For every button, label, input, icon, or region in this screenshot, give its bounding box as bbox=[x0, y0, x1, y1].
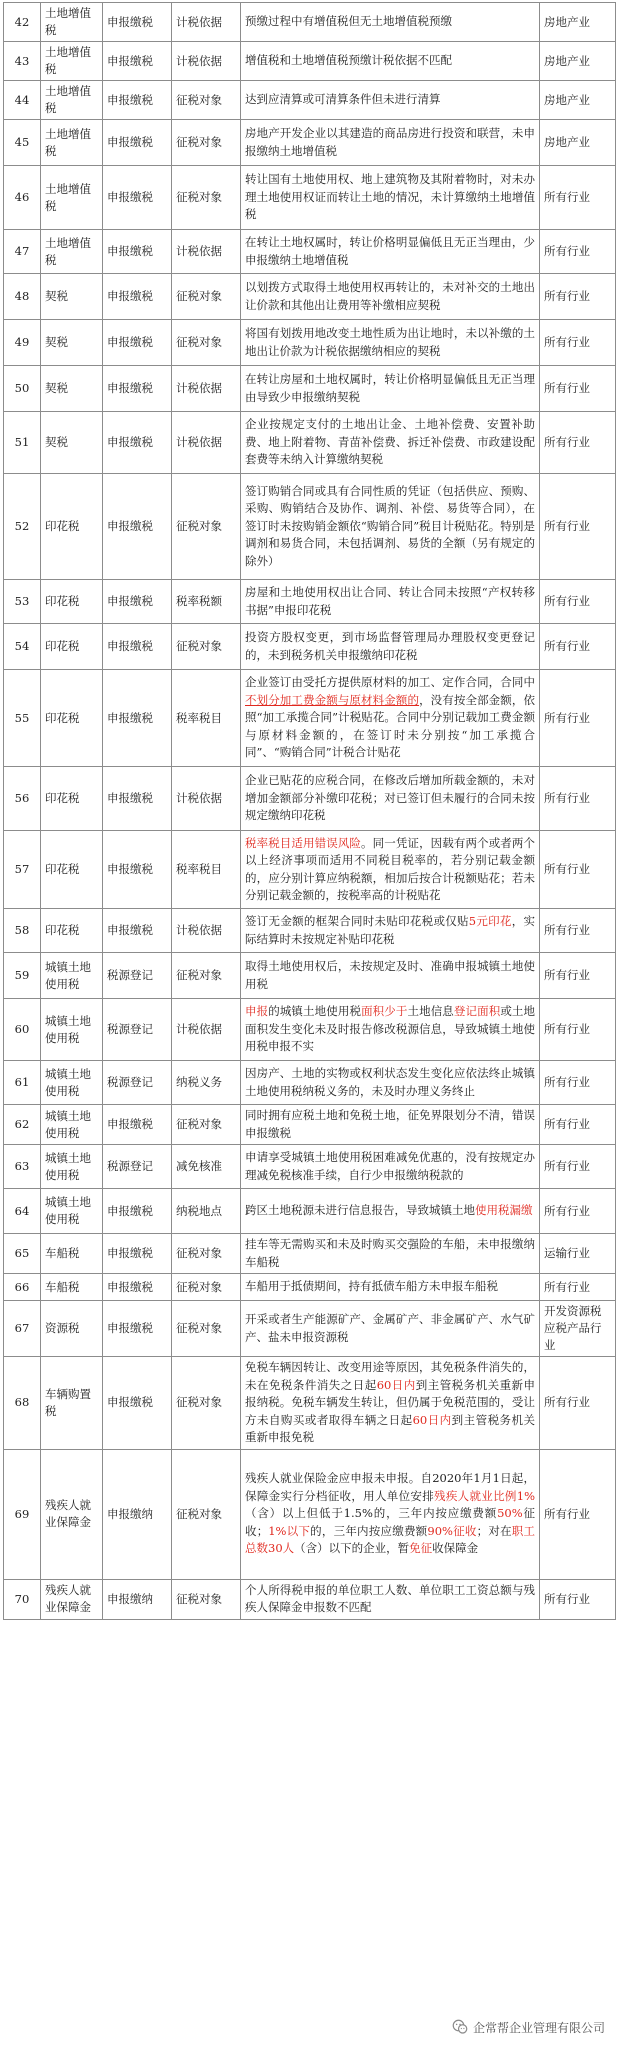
table-row bbox=[4, 1234, 616, 1274]
row-number: 59 bbox=[4, 953, 41, 999]
industry: 所有行业 bbox=[540, 320, 616, 366]
description-segment: 不划分加工费金额与原材料金额的 bbox=[245, 692, 420, 707]
row-number: 58 bbox=[4, 909, 41, 953]
risk-category: 征税对象 bbox=[172, 624, 241, 670]
description-segment: 签订无金额的框架合同时未贴印花税或仅贴 bbox=[245, 914, 469, 928]
table-row bbox=[4, 624, 616, 670]
table-row bbox=[4, 120, 616, 166]
risk-category: 征税对象 bbox=[172, 166, 241, 230]
tax-type: 土地增值税 bbox=[41, 3, 103, 42]
description-segment: 60日内 bbox=[376, 1377, 416, 1392]
table-row bbox=[4, 320, 616, 366]
row-number: 53 bbox=[4, 580, 41, 624]
description-segment: 车船用于抵债期间，持有抵债车船方未申报车船税 bbox=[245, 1279, 498, 1294]
process-stage: 申报缴纳 bbox=[103, 1579, 172, 1619]
wechat-watermark bbox=[447, 2016, 609, 2038]
tax-type: 车辆购置税 bbox=[41, 1357, 103, 1450]
row-number: 65 bbox=[4, 1234, 41, 1274]
row-number: 67 bbox=[4, 1301, 41, 1357]
description-segment: 60日内 bbox=[412, 1412, 452, 1427]
description-segment: 企业按规定支付的土地出让金、土地补偿费、安置补助费、地上附着物、青苗补偿费、拆迁补偿费、市政建设配套费等未纳入计算缴纳契税 bbox=[245, 417, 535, 467]
table-row bbox=[4, 909, 616, 953]
risk-description bbox=[241, 624, 540, 670]
row-number: 68 bbox=[4, 1357, 41, 1450]
risk-description bbox=[241, 767, 540, 831]
risk-description bbox=[241, 1301, 540, 1357]
description-segment: 开采或者生产能源矿产、金属矿产、非金属矿产、水气矿产、盐未申报资源税 bbox=[245, 1312, 535, 1344]
description-segment: 5元印花 bbox=[468, 914, 512, 928]
tax-risk-table bbox=[3, 2, 616, 1620]
description-segment: 以划拨方式取得土地使用权再转让的，未对补交的土地出让价款和其他出让费用等补缴相应契税 bbox=[245, 280, 535, 312]
table-row bbox=[4, 1301, 616, 1357]
industry: 所有行业 bbox=[540, 1145, 616, 1189]
row-number: 50 bbox=[4, 366, 41, 412]
risk-description bbox=[241, 366, 540, 412]
process-stage: 申报缴税 bbox=[103, 230, 172, 274]
tax-type: 土地增值税 bbox=[41, 230, 103, 274]
tax-type: 土地增值税 bbox=[41, 120, 103, 166]
table-row bbox=[4, 1061, 616, 1105]
description-segment: 同时拥有应税土地和免税土地，征免界限划分不清，错误申报缴税 bbox=[245, 1108, 535, 1140]
tax-type: 城镇土地使用税 bbox=[41, 1061, 103, 1105]
risk-description bbox=[241, 1061, 540, 1105]
table-row bbox=[4, 230, 616, 274]
description-segment: 在转让房屋和土地权属时，转让价格明显偏低且无正当理由导致少申报缴纳契税 bbox=[245, 372, 535, 404]
process-stage: 申报缴税 bbox=[103, 320, 172, 366]
process-stage: 申报缴税 bbox=[103, 474, 172, 580]
tax-type: 印花税 bbox=[41, 909, 103, 953]
risk-category: 税率税目 bbox=[172, 670, 241, 767]
description-segment: 企业已贴花的应税合同，在修改后增加所载金额的，未对增加金额部分补缴印花税；对已签订但未履行的合同未按规定缴纳印花税 bbox=[245, 773, 535, 823]
risk-category: 征税对象 bbox=[172, 953, 241, 999]
process-stage: 税源登记 bbox=[103, 1061, 172, 1105]
risk-description bbox=[241, 474, 540, 580]
description-segment: 职工总数30人 bbox=[245, 1523, 536, 1556]
table-row bbox=[4, 1105, 616, 1145]
industry: 所有行业 bbox=[540, 474, 616, 580]
row-number: 43 bbox=[4, 42, 41, 81]
risk-description bbox=[241, 1105, 540, 1145]
risk-category: 征税对象 bbox=[172, 1234, 241, 1274]
table-row bbox=[4, 767, 616, 831]
row-number: 52 bbox=[4, 474, 41, 580]
tax-type: 土地增值税 bbox=[41, 81, 103, 120]
tax-type: 资源税 bbox=[41, 1301, 103, 1357]
industry: 所有行业 bbox=[540, 230, 616, 274]
description-segment: （含）以上但低于1.5%的，三年内按应缴费额 bbox=[245, 1506, 498, 1521]
row-number: 55 bbox=[4, 670, 41, 767]
process-stage: 税源登记 bbox=[103, 953, 172, 999]
description-segment: 投资方股权变更，到市场监督管理局办理股权变更登记的，未到税务机关申报缴纳印花税 bbox=[245, 630, 535, 662]
risk-description bbox=[241, 909, 540, 953]
industry: 所有行业 bbox=[540, 1274, 616, 1301]
table-row bbox=[4, 1579, 616, 1619]
industry: 所有行业 bbox=[540, 909, 616, 953]
risk-description bbox=[241, 1145, 540, 1189]
tax-type: 印花税 bbox=[41, 580, 103, 624]
process-stage: 税源登记 bbox=[103, 1145, 172, 1189]
description-segment: 残疾人就业比例1% bbox=[434, 1488, 535, 1503]
table-row bbox=[4, 953, 616, 999]
tax-type: 残疾人就业保障金 bbox=[41, 1579, 103, 1619]
process-stage: 申报缴税 bbox=[103, 624, 172, 670]
row-number: 64 bbox=[4, 1189, 41, 1234]
industry: 所有行业 bbox=[540, 274, 616, 320]
risk-description bbox=[241, 120, 540, 166]
table-row bbox=[4, 831, 616, 909]
risk-category: 征税对象 bbox=[172, 474, 241, 580]
process-stage: 申报缴税 bbox=[103, 3, 172, 42]
risk-description bbox=[241, 1189, 540, 1234]
description-segment: （含）以下的企业，暂 bbox=[294, 1541, 410, 1556]
tax-type: 印花税 bbox=[41, 624, 103, 670]
industry: 所有行业 bbox=[540, 166, 616, 230]
risk-category: 计税依据 bbox=[172, 3, 241, 42]
risk-category: 计税依据 bbox=[172, 412, 241, 474]
row-number: 42 bbox=[4, 3, 41, 42]
industry: 所有行业 bbox=[540, 831, 616, 909]
industry: 所有行业 bbox=[540, 1357, 616, 1450]
process-stage: 申报缴税 bbox=[103, 767, 172, 831]
table-row bbox=[4, 412, 616, 474]
process-stage: 申报缴税 bbox=[103, 1274, 172, 1301]
description-segment: 免征 bbox=[409, 1541, 433, 1556]
process-stage: 申报缴税 bbox=[103, 412, 172, 474]
tax-type: 土地增值税 bbox=[41, 166, 103, 230]
row-number: 48 bbox=[4, 274, 41, 320]
description-segment: 在转让土地权属时，转让价格明显偏低且无正当理由，少申报缴纳土地增值税 bbox=[245, 235, 535, 267]
table-row bbox=[4, 3, 616, 42]
process-stage: 申报缴税 bbox=[103, 42, 172, 81]
risk-description bbox=[241, 412, 540, 474]
description-segment: 到主管税务机关重新申报免税 bbox=[245, 1412, 536, 1444]
row-number: 56 bbox=[4, 767, 41, 831]
description-segment: 预缴过程中有增值税但无土地增值税预缴 bbox=[245, 14, 452, 29]
tax-type: 车船税 bbox=[41, 1234, 103, 1274]
row-number: 61 bbox=[4, 1061, 41, 1105]
tax-type: 印花税 bbox=[41, 831, 103, 909]
description-segment: 1%以下 bbox=[268, 1523, 311, 1538]
industry: 所有行业 bbox=[540, 670, 616, 767]
industry: 所有行业 bbox=[540, 412, 616, 474]
risk-category: 税率税目 bbox=[172, 831, 241, 909]
description-segment: 签订购销合同或具有合同性质的凭证（包括供应、预购、采购、购销结合及协作、调剂、补偿、易货等合同），在签订时未按购销金额依“购销合同”税目计税贴花。特别是调剂和易货合同，未包括调剂、易货的全额（另有规定的除外） bbox=[245, 483, 535, 568]
risk-category: 纳税地点 bbox=[172, 1189, 241, 1234]
risk-description bbox=[241, 831, 540, 909]
industry: 房地产业 bbox=[540, 3, 616, 42]
industry: 所有行业 bbox=[540, 1061, 616, 1105]
row-number: 46 bbox=[4, 166, 41, 230]
risk-description bbox=[241, 166, 540, 230]
description-segment: 征收； bbox=[245, 1506, 536, 1538]
description-segment: 因房产、土地的实物或权利状态发生变化应依法终止城镇土地使用税纳税义务的，未及时办理义务终止 bbox=[245, 1066, 535, 1098]
row-number: 70 bbox=[4, 1579, 41, 1619]
process-stage: 申报缴税 bbox=[103, 366, 172, 412]
table-row bbox=[4, 1145, 616, 1189]
description-segment: 房屋和土地使用权出让合同、转让合同未按照“产权转移书据”申报印花税 bbox=[245, 585, 535, 617]
industry: 所有行业 bbox=[540, 1449, 616, 1579]
tax-type: 城镇土地使用税 bbox=[41, 1189, 103, 1234]
risk-category: 征税对象 bbox=[172, 1449, 241, 1579]
description-segment: 免税车辆因转让、改变用途等原因，其免税条件消失的，未在免税条件消失之日起 bbox=[245, 1360, 535, 1392]
process-stage: 申报缴纳 bbox=[103, 1449, 172, 1579]
industry: 开发资源税应税产品行业 bbox=[540, 1301, 616, 1357]
tax-type: 契税 bbox=[41, 412, 103, 474]
process-stage: 申报缴税 bbox=[103, 1234, 172, 1274]
tax-type: 城镇土地使用税 bbox=[41, 953, 103, 999]
description-segment: 税率税目适用错误风险 bbox=[245, 835, 362, 850]
industry: 所有行业 bbox=[540, 580, 616, 624]
description-segment: 申请享受城镇土地使用税困难减免优惠的，没有按规定办理减免税核准手续，自行少申报缴纳税款的 bbox=[245, 1150, 535, 1182]
table-row bbox=[4, 580, 616, 624]
industry: 所有行业 bbox=[540, 1579, 616, 1619]
risk-category: 征税对象 bbox=[172, 1274, 241, 1301]
table-row bbox=[4, 81, 616, 120]
industry: 房地产业 bbox=[540, 42, 616, 81]
row-number: 45 bbox=[4, 120, 41, 166]
risk-description bbox=[241, 580, 540, 624]
risk-description bbox=[241, 230, 540, 274]
risk-category: 征税对象 bbox=[172, 1105, 241, 1145]
risk-category: 计税依据 bbox=[172, 909, 241, 953]
description-segment: 跨区土地税源未进行信息报告，导致城镇土地 bbox=[245, 1203, 475, 1218]
process-stage: 税源登记 bbox=[103, 999, 172, 1061]
process-stage: 申报缴税 bbox=[103, 670, 172, 767]
industry: 所有行业 bbox=[540, 767, 616, 831]
row-number: 44 bbox=[4, 81, 41, 120]
tax-type: 印花税 bbox=[41, 767, 103, 831]
tax-type: 城镇土地使用税 bbox=[41, 999, 103, 1061]
tax-type: 契税 bbox=[41, 366, 103, 412]
description-segment: 的，三年内按应缴费额 bbox=[310, 1523, 428, 1538]
description-segment: 取得土地使用权后，未按规定及时、准确申报城镇土地使用税 bbox=[245, 959, 535, 991]
industry: 房地产业 bbox=[540, 120, 616, 166]
description-segment: 个人所得税申报的单位职工人数、单位职工工资总额与残疾人保障金申报数不匹配 bbox=[245, 1582, 535, 1614]
table-row bbox=[4, 166, 616, 230]
description-segment: 使用税漏缴 bbox=[475, 1203, 533, 1218]
description-segment: 50% bbox=[497, 1506, 523, 1521]
description-segment: 达到应清算或可清算条件但未进行清算 bbox=[245, 92, 441, 107]
row-number: 62 bbox=[4, 1105, 41, 1145]
risk-category: 征税对象 bbox=[172, 1301, 241, 1357]
process-stage: 申报缴税 bbox=[103, 909, 172, 953]
process-stage: 申报缴税 bbox=[103, 1301, 172, 1357]
risk-category: 征税对象 bbox=[172, 274, 241, 320]
wechat-logo-icon bbox=[451, 2018, 469, 2036]
risk-category: 计税依据 bbox=[172, 42, 241, 81]
description-segment: 企业签订由受托方提供原材料的加工、定作合同，合同中 bbox=[245, 675, 535, 690]
risk-description bbox=[241, 1357, 540, 1450]
table-row bbox=[4, 1357, 616, 1450]
tax-type: 残疾人就业保障金 bbox=[41, 1449, 103, 1579]
description-segment: 或土地面积发生变化未及时报告修改税源信息，导致城镇土地使用税申报不实 bbox=[245, 1004, 536, 1054]
row-number: 51 bbox=[4, 412, 41, 474]
row-number: 54 bbox=[4, 624, 41, 670]
industry: 运输行业 bbox=[540, 1234, 616, 1274]
risk-description bbox=[241, 3, 540, 42]
process-stage: 申报缴税 bbox=[103, 274, 172, 320]
risk-description bbox=[241, 42, 540, 81]
description-segment: ；对在 bbox=[476, 1523, 512, 1538]
industry: 所有行业 bbox=[540, 624, 616, 670]
description-segment: 到主管税务机关重新申报纳税。免税车辆发生转让，但仍属于免税范围的，受让方未自购买或者取得车辆之日起 bbox=[245, 1377, 536, 1427]
tax-type: 车船税 bbox=[41, 1274, 103, 1301]
risk-category: 征税对象 bbox=[172, 1579, 241, 1619]
description-segment: 转让国有土地使用权、地上建筑物及其附着物时，对未办理土地使用权证而转让土地的情况，未计算缴纳土地增值税 bbox=[245, 172, 535, 222]
tax-type: 土地增值税 bbox=[41, 42, 103, 81]
industry: 所有行业 bbox=[540, 999, 616, 1061]
tax-type: 城镇土地使用税 bbox=[41, 1105, 103, 1145]
risk-description bbox=[241, 1579, 540, 1619]
risk-category: 减免核准 bbox=[172, 1145, 241, 1189]
process-stage: 申报缴税 bbox=[103, 166, 172, 230]
description-segment: 将国有划拨用地改变土地性质为出让地时，未以补缴的土地出让价款为计税依据缴纳相应的契税 bbox=[245, 326, 535, 358]
risk-description bbox=[241, 1234, 540, 1274]
industry: 所有行业 bbox=[540, 953, 616, 999]
table-row bbox=[4, 1274, 616, 1301]
risk-category: 计税依据 bbox=[172, 999, 241, 1061]
process-stage: 申报缴税 bbox=[103, 1189, 172, 1234]
industry: 所有行业 bbox=[540, 1189, 616, 1234]
tax-type: 城镇土地使用税 bbox=[41, 1145, 103, 1189]
tax-type: 印花税 bbox=[41, 474, 103, 580]
row-number: 57 bbox=[4, 831, 41, 909]
risk-category: 计税依据 bbox=[172, 366, 241, 412]
description-segment: 土地信息 bbox=[407, 1004, 454, 1019]
row-number: 63 bbox=[4, 1145, 41, 1189]
risk-category: 征税对象 bbox=[172, 81, 241, 120]
description-segment: 登记面积 bbox=[453, 1004, 501, 1019]
process-stage: 申报缴税 bbox=[103, 1357, 172, 1450]
table-row bbox=[4, 42, 616, 81]
risk-category: 征税对象 bbox=[172, 1357, 241, 1450]
risk-description bbox=[241, 670, 540, 767]
risk-description bbox=[241, 320, 540, 366]
industry: 房地产业 bbox=[540, 81, 616, 120]
table-row bbox=[4, 1449, 616, 1579]
tax-type: 契税 bbox=[41, 320, 103, 366]
table-row bbox=[4, 670, 616, 767]
risk-category: 计税依据 bbox=[172, 767, 241, 831]
risk-description bbox=[241, 1274, 540, 1301]
process-stage: 申报缴税 bbox=[103, 120, 172, 166]
table-row bbox=[4, 1189, 616, 1234]
description-segment: 。同一凭证，因载有两个或者两个以上经济事项而适用不同税目税率的，若分别记载金额的，应分别计算应纳税额，相加后按合计税额贴花；若未分别记载金额的，按税率高的计税贴花 bbox=[245, 835, 536, 902]
tax-type: 印花税 bbox=[41, 670, 103, 767]
description-segment: 挂车等无需购买和未及时购买交强险的车船，未申报缴纳车船税 bbox=[245, 1237, 535, 1269]
process-stage: 申报缴税 bbox=[103, 81, 172, 120]
row-number: 49 bbox=[4, 320, 41, 366]
risk-category: 计税依据 bbox=[172, 230, 241, 274]
description-segment: 申报 bbox=[245, 1004, 269, 1019]
risk-description bbox=[241, 274, 540, 320]
industry: 所有行业 bbox=[540, 366, 616, 412]
industry: 所有行业 bbox=[540, 1105, 616, 1145]
process-stage: 申报缴税 bbox=[103, 1105, 172, 1145]
description-segment: 残疾人就业保险金应申报未申报。自2020年1月1日起，保障金实行分档征收，用人单位安排 bbox=[245, 1471, 535, 1503]
tax-type: 契税 bbox=[41, 274, 103, 320]
watermark-text: 企常帮企业管理有限公司 bbox=[472, 2020, 605, 2035]
row-number: 69 bbox=[4, 1449, 41, 1579]
risk-description bbox=[241, 953, 540, 999]
row-number: 66 bbox=[4, 1274, 41, 1301]
description-segment: 90%征收 bbox=[427, 1523, 477, 1538]
description-segment: 面积少于 bbox=[361, 1004, 408, 1019]
risk-description bbox=[241, 81, 540, 120]
table-row bbox=[4, 366, 616, 412]
risk-category: 征税对象 bbox=[172, 320, 241, 366]
description-segment: ，实际结算时未按规定补贴印花税 bbox=[245, 914, 535, 946]
risk-category: 征税对象 bbox=[172, 120, 241, 166]
table-row bbox=[4, 274, 616, 320]
table-row bbox=[4, 999, 616, 1061]
row-number: 47 bbox=[4, 230, 41, 274]
risk-category: 税率税额 bbox=[172, 580, 241, 624]
description-segment: 增值税和土地增值税预缴计税依据不匹配 bbox=[245, 53, 452, 68]
risk-description bbox=[241, 999, 540, 1061]
description-segment: 收保障金 bbox=[432, 1541, 479, 1556]
description-segment: ，没有按全部金额，依照“加工承揽合同”计税贴花。合同中分别记载加工费金额与原材料金额的，在签订时未分别按“加工承揽合同”、“购销合同”计税合计贴花 bbox=[245, 692, 535, 760]
description-segment: 的城镇土地使用税 bbox=[268, 1004, 362, 1019]
row-number: 60 bbox=[4, 999, 41, 1061]
process-stage: 申报缴税 bbox=[103, 580, 172, 624]
risk-category: 纳税义务 bbox=[172, 1061, 241, 1105]
process-stage: 申报缴税 bbox=[103, 831, 172, 909]
risk-description bbox=[241, 1449, 540, 1579]
description-segment: 房地产开发企业以其建造的商品房进行投资和联营，未申报缴纳土地增值税 bbox=[245, 126, 535, 158]
table-row bbox=[4, 474, 616, 580]
